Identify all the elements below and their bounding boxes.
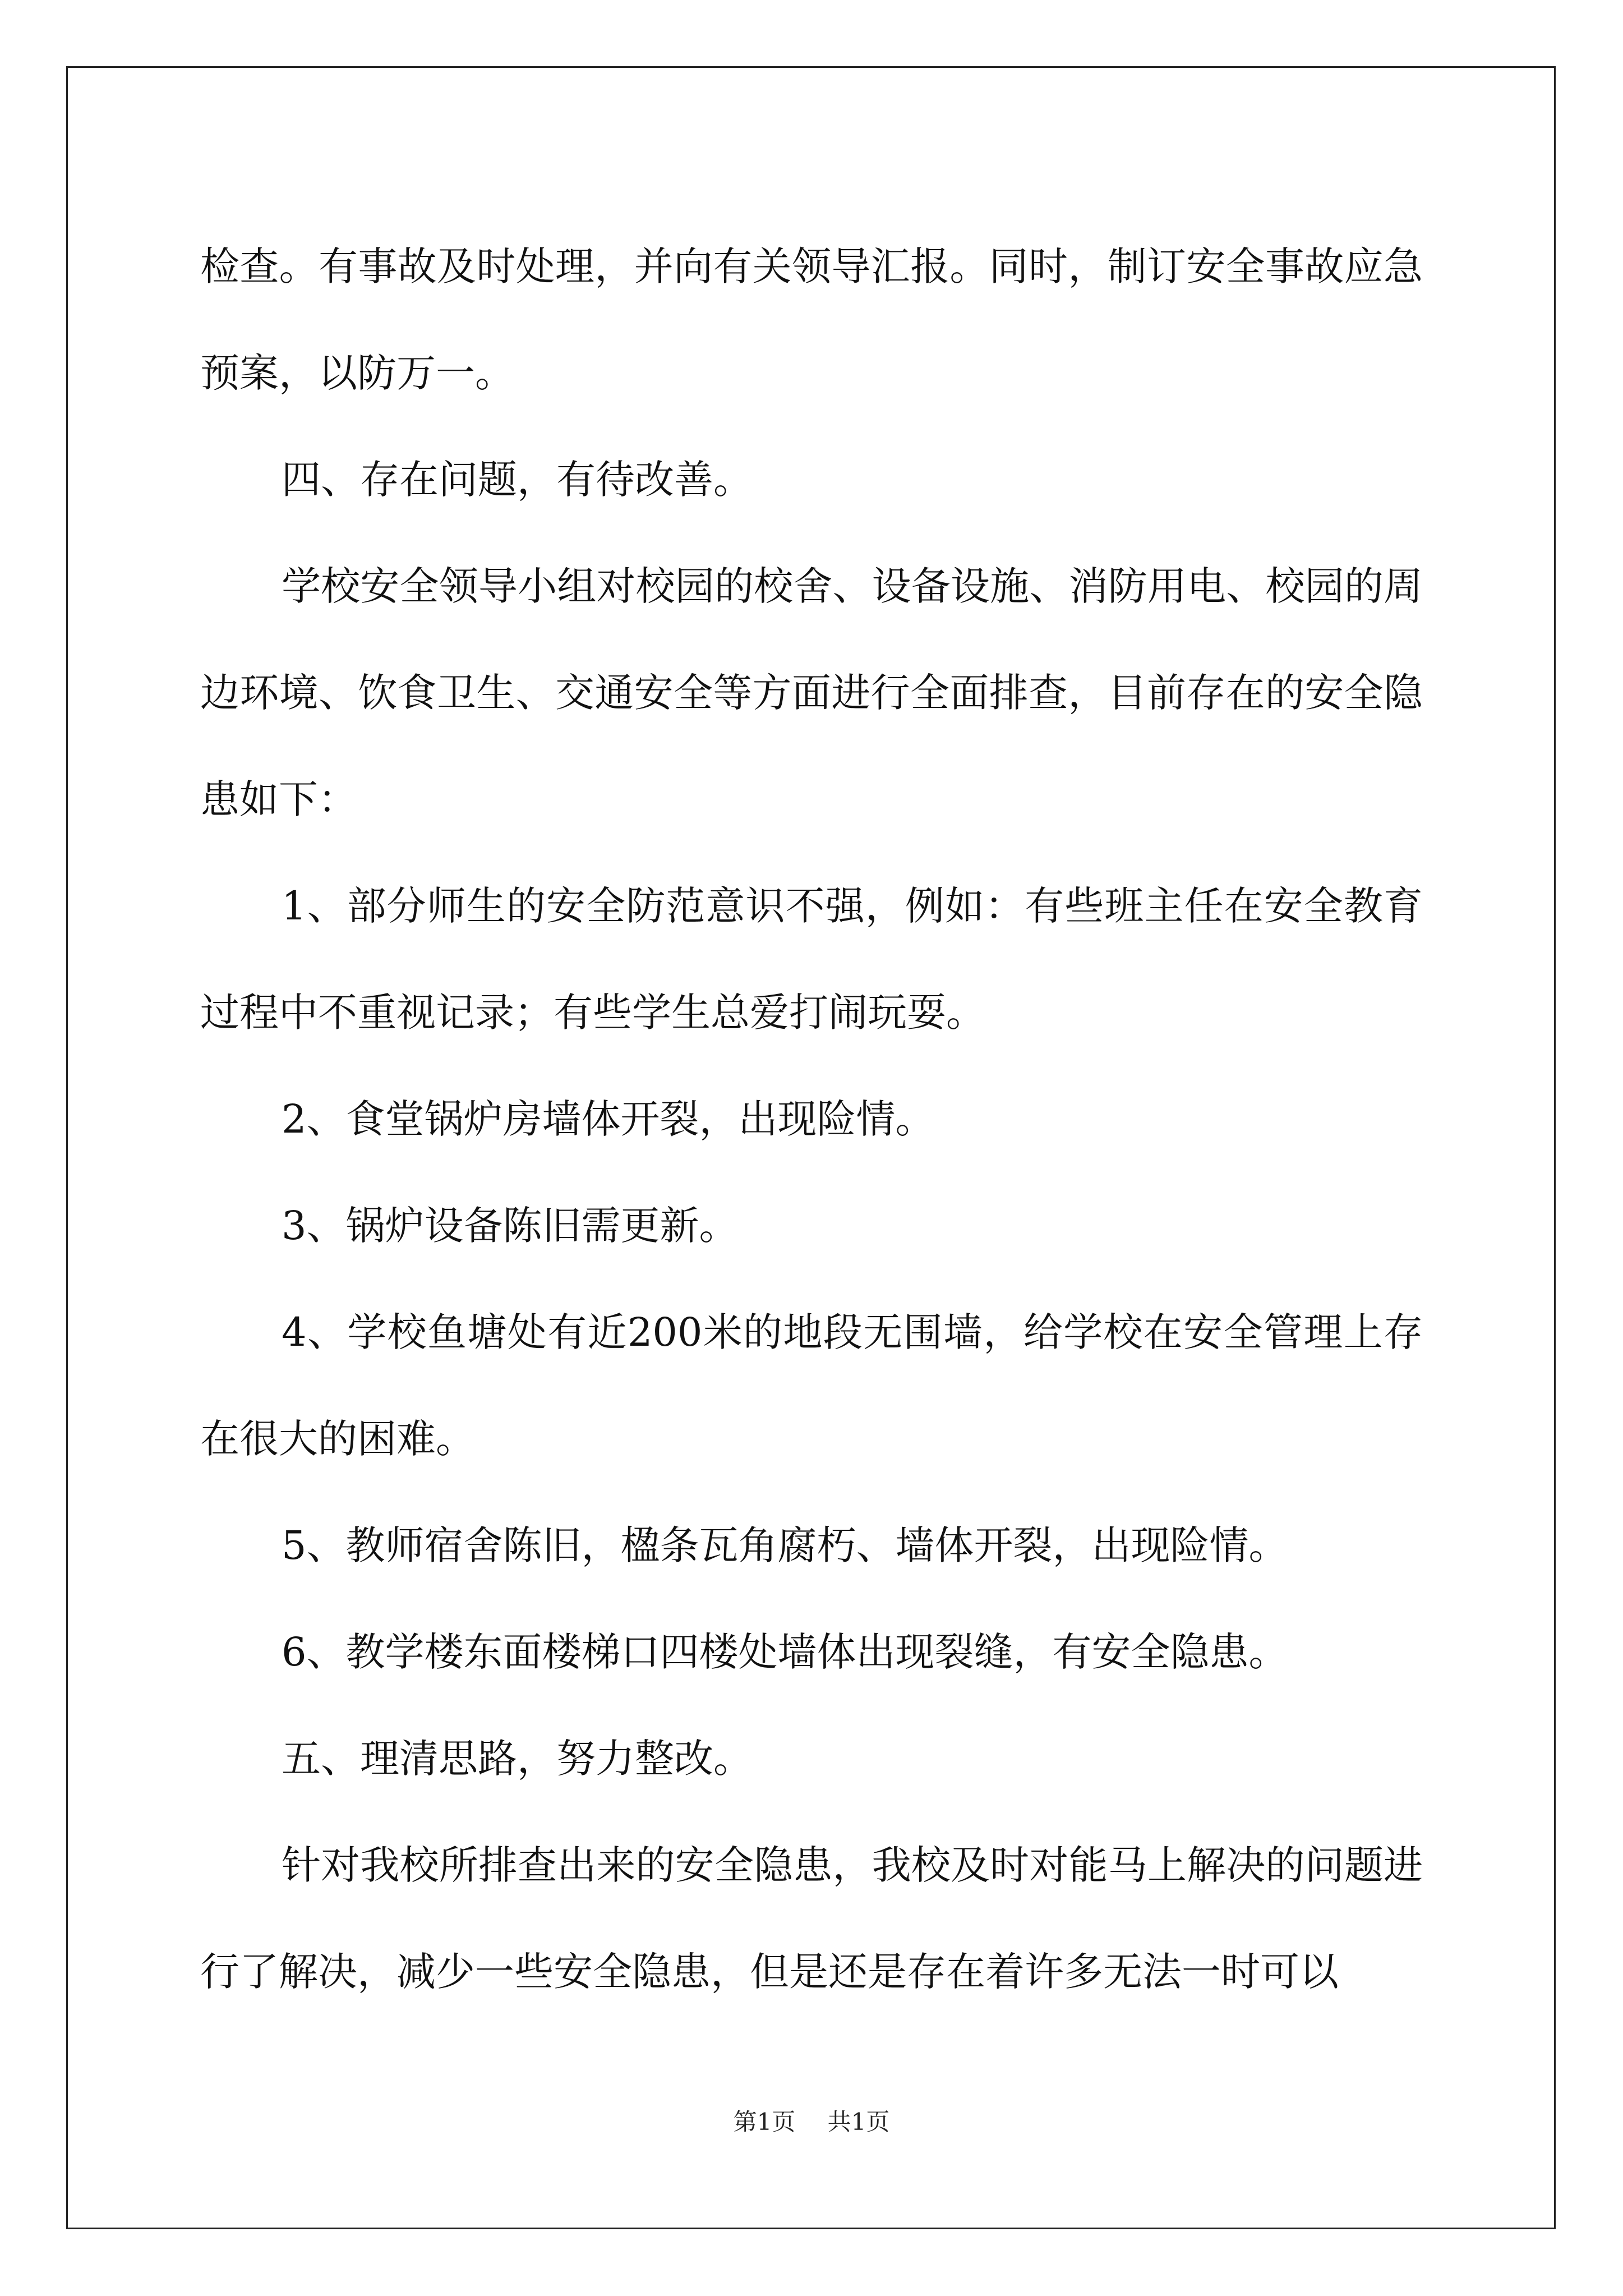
paragraph: 针对我校所排查出来的安全隐患，我校及时对能马上解决的问题进行了解决，减少一些安全隐患，但是还是存在着许多无法一时可以 bbox=[200, 1842, 1423, 1995]
list-item: 2、食堂锅炉房墙体开裂，出现险情。 bbox=[282, 1096, 935, 1142]
list-item: 3、锅炉设备陈旧需更新。 bbox=[282, 1203, 739, 1249]
list-item: 1、部分师生的安全防范意识不强，例如：有些班主任在安全教育过程中不重视记录；有些学生总爱打闹玩耍。 bbox=[200, 883, 1423, 1036]
page-number: 第1页 bbox=[733, 2108, 796, 2136]
document-body bbox=[200, 213, 1423, 2025]
page-footer bbox=[0, 2104, 1623, 2137]
list-item: 6、教学楼东面楼梯口四楼处墙体出现裂缝，有安全隐患。 bbox=[282, 1629, 1288, 1675]
list-item: 4、学校鱼塘处有近200米的地段无围墙，给学校在安全管理上存在很大的困难。 bbox=[200, 1309, 1423, 1462]
section-heading: 五、理清思路，努力整改。 bbox=[282, 1736, 753, 1782]
list-item: 5、教师宿舍陈旧，楹条瓦角腐朽、墙体开裂，出现险情。 bbox=[282, 1522, 1288, 1568]
section-heading: 四、存在问题，有待改善。 bbox=[282, 457, 753, 503]
page-total: 共1页 bbox=[827, 2108, 890, 2136]
paragraph: 检查。有事故及时处理，并向有关领导汇报。同时，制订安全事故应急预案，以防万一。 bbox=[200, 243, 1423, 396]
paragraph: 学校安全领导小组对校园的校舍、设备设施、消防用电、校园的周边环境、饮食卫生、交通安全等方面进行全面排查，目前存在的安全隐患如下： bbox=[200, 563, 1423, 822]
